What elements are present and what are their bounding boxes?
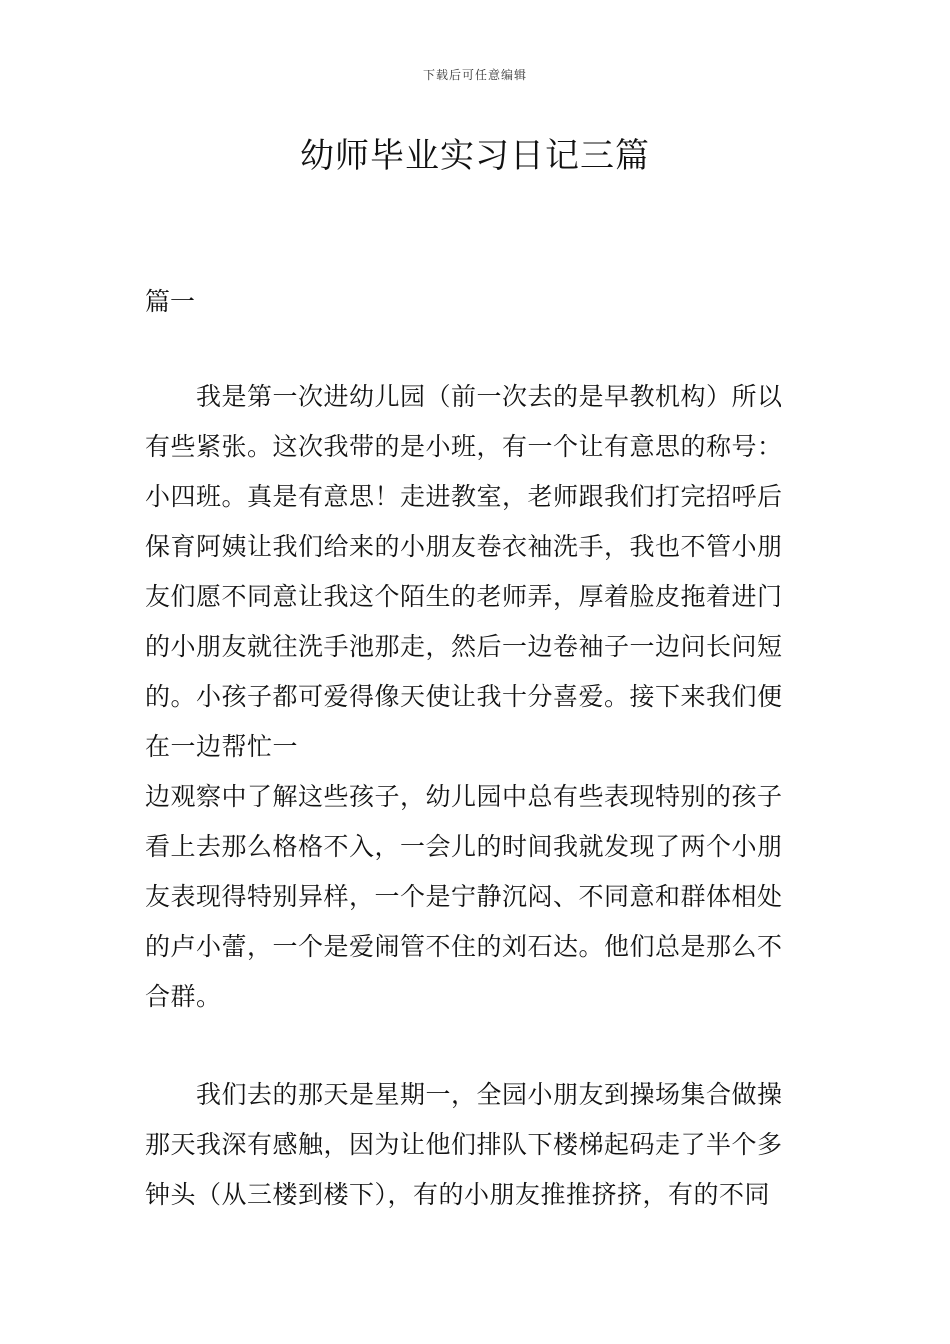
paragraph-line: 友们愿不同意让我这个陌生的老师弄，厚着脸皮拖着进门 <box>145 582 783 611</box>
paragraph-line: 在一边帮忙一 <box>145 732 299 761</box>
paragraph-line: 友表现得特别异样，一个是宁静沉闷、不同意和群体相处 <box>145 882 783 911</box>
paragraph-line: 边观察中了解这些孩子，幼儿园中总有些表现特别的孩子 <box>145 782 783 811</box>
paragraph-line: 我们去的那天是星期一，全园小朋友到操场集合做操 <box>145 1080 783 1109</box>
paragraph-line: 我是第一次进幼儿园（前一次去的是早教机构）所以 <box>145 382 783 411</box>
paragraph-line: 小四班。真是有意思！走进教室，老师跟我们打完招呼后 <box>145 482 783 511</box>
paragraph-line: 的卢小蕾，一个是爱闹管不住的刘石达。他们总是那么不 <box>145 932 783 961</box>
paragraph-line: 那天我深有感触，因为让他们排队下楼梯起码走了半个多 <box>145 1130 783 1159</box>
paragraph-line: 有些紧张。这次我带的是小班，有一个让有意思的称号： <box>145 432 783 461</box>
section-heading: 篇一 <box>145 287 196 316</box>
paragraph-line: 看上去那么格格不入，一会儿的时间我就发现了两个小朋 <box>145 832 783 861</box>
header-note: 下载后可任意编辑 <box>422 68 527 82</box>
paragraph-line: 钟头（从三楼到楼下），有的小朋友推推挤挤，有的不同 <box>145 1180 771 1209</box>
paragraph-line: 合群。 <box>145 982 222 1011</box>
paragraph-line: 保育阿姨让我们给来的小朋友卷衣袖洗手，我也不管小朋 <box>145 532 783 561</box>
paragraph-line: 的小朋友就往洗手池那走，然后一边卷袖子一边问长问短 <box>145 632 783 661</box>
paragraph-line: 的。小孩子都可爱得像天使让我十分喜爱。接下来我们便 <box>145 682 783 711</box>
document-title: 幼师毕业实习日记三篇 <box>300 136 650 176</box>
